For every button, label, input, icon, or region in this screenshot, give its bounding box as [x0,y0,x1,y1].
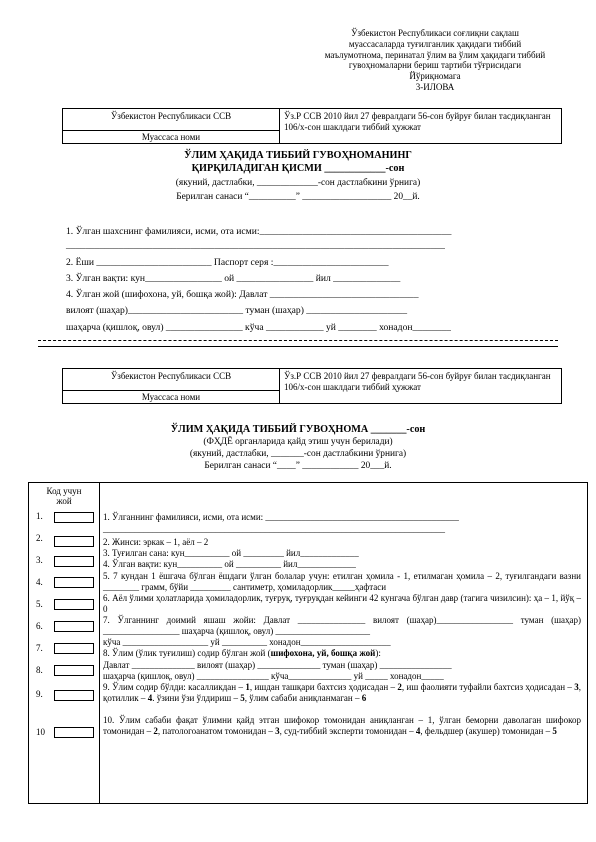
stub-field-death-place[interactable]: 4. Ўлган жой (шифохона, уй, бошқа жой): Давлат _______________________________ [66,289,419,300]
stub-field-region[interactable]: вилоят (шаҳар)________________________ туман (шаҳар) _____________________ [66,305,408,316]
annex-line: Йўриқномага [409,71,461,82]
code-label-1: 1. [36,511,43,521]
item10-code: 5 [552,725,557,736]
stub-field-village[interactable]: шаҳарча (қишлоқ, овул) ________________ кўча ____________ уй ________ хонадон________ [66,322,451,333]
code-label-10: 10 [36,727,45,737]
item-death-place-pre: 8. Ўлим (ўлик туғилиш) содир бўлган жой ( [103,648,271,658]
cert-note-type: (якуний, дастлабки, _______-сон дастлабкини ўрнига) [189,449,407,459]
code-box-5[interactable] [54,599,94,610]
item-death-circumstance [103,682,581,703]
item9-code: 6 [361,692,367,703]
item10-text: , суд-тиббий эксперти томонидан – [279,725,416,736]
item9-text: 9. Ўлим содир бўлди: касалликдан – [103,682,246,692]
stub-field-name[interactable]: 1. Ўлган шахснинг фамилияси, исми, ота исми:________________________________________ [66,226,452,237]
cert-title: ЎЛИМ ҲАҚИДА ТИББИЙ ГУВОҲНОМА _______-сон [170,424,426,435]
order-text: Ўз.Р ССВ 2010 йил 27 февралдаги 56-сон буйруғ билан тасдиқланган 106/х-сон шаклдаги тиббий ҳужжат [280,369,562,404]
cert-issued-date: Берилган санаси “____” ____________ 20___й. [204,461,392,471]
code-label-4: 4. [36,577,43,587]
item10-code: 4 [415,725,421,736]
ministry-label: Ўзбекистон Республикаси ССВ [63,109,279,131]
annex-line: Ўзбекистон Республикаси соғлиқни сақлаш [351,28,519,38]
item9-code: 2 [397,682,402,692]
item-name[interactable]: 1. Ўлганнинг фамилияси, исми, ота исми: ___________________________________________ [103,512,459,522]
item-birth-date[interactable]: 3. Туғилган сана: кун__________ ой _________ йил_____________ [103,548,359,558]
item9-text: . ўзини ўзи ўлдириш – [152,692,241,703]
separator-line [38,346,558,347]
cert-note-registry: (ФҲДЁ органларида қайд этиш учун берилади) [203,437,393,447]
item-death-place-region[interactable]: Давлат ______________ вилоят (шаҳар) ______________ туман (шаҳар) ________________ [103,660,452,670]
stub-field-age-passport[interactable]: 2. Ёши ________________________ Паспорт серя :________________________ [66,257,389,268]
item-name-cont[interactable]: ____________________________________________________________________________ [103,524,445,534]
code-box-1[interactable] [54,512,94,523]
order-text: Ўз.Р ССВ 2010 йил 27 февралдаги 56-сон буйруғ билан тасдиқланган 106/х-сон шаклдаги тиббий ҳужжат [280,109,562,144]
code-label-8: 8. [36,665,43,675]
item9-code: 5 [240,692,245,703]
stub-header-table [62,108,562,144]
code-box-10[interactable] [54,727,94,738]
code-box-8[interactable] [54,665,94,676]
item-sex: 2. Жинси: эркак – 1, аёл – 2 [103,537,209,547]
stub-issued-date: Берилган санаси “__________” ___________________ 20__й. [176,192,420,202]
institution-label: Муассаса номи [141,132,201,142]
code-column-header [28,486,100,506]
item-death-place [103,648,581,659]
cert-header-table [62,368,562,404]
code-label-6: 6. [36,621,43,631]
item10-text: 10. Ўлим сабаби фақат ўлимни қайд этган шифокор томонидан аниқланган – 1, ўлган беморни даволаган шифокор томонидан – [103,715,581,736]
stub-field-death-time[interactable]: 3. Ўлган вақти: кун________________ ой ________________ йил ______________ [66,273,401,284]
code-label-7: 7. [36,643,43,653]
code-label-9: 9. [36,689,43,699]
code-box-2[interactable] [54,536,94,547]
item10-code: 2 [153,725,158,736]
stub-title-line2: ҚИРҚИЛАДИГАН ҚИСМИ ____________-сон [191,163,405,174]
code-label-5: 5. [36,599,43,609]
annex-header [300,28,570,93]
item9-text: , қотиллик – [103,682,581,703]
annex-line: гувоҳномаларни бериш тартиби тўғрисидаги [348,60,522,71]
annex-line: маълумотнома, перинатал ўлим ва ўлим ҳақидаги тиббий [324,49,546,60]
item9-code: 3 [574,682,579,692]
item9-text: , иш фаолияти туфайли бахтсиз ҳодисадан – [401,682,575,692]
item10-text: , патологоанатом томонидан – [157,725,276,736]
annex-line: 3-ИЛОВА [415,81,455,92]
item9-text: , ўлим сабаби аниқланмаган – [244,692,362,703]
code-label-3: 3. [36,555,43,565]
item-cause-determined [103,715,581,736]
institution-cell [63,109,280,144]
item10-code: 3 [275,725,280,736]
institution-cell [63,369,280,404]
item10-text: , фельдшер (акушер) томонидан – [420,725,553,736]
item-residence[interactable]: 7. Ўлганнинг доимий яшаш жойи: Давлат _______________ вилоят (шаҳар)_________________ туман (шаҳар) _________________ шаҳарча (қишлоқ, овул) _____________________ [103,615,581,636]
ministry-label: Ўзбекистон Республикаси ССВ [63,369,279,391]
code-box-9[interactable] [54,690,94,701]
item9-code: 4 [147,692,153,703]
item-maternal: 6. Аёл ўлими ҳолатларида ҳомиладорлик, туғруқ, туғруқдан кейинги 42 кунгача бўлган давр (тагига чизилсин): ҳа – 1, йўқ – 0 [103,593,581,614]
cut-line [38,340,558,341]
item-death-place-post: ): [375,648,381,658]
code-box-4[interactable] [54,577,94,588]
item-infant-info[interactable]: 5. 7 кундан 1 ёшгача бўлган ёшдаги ўлган болалар учун: етилган ҳомила - 1, етилмаган ҳомила – 2, туғилгандаги вазни ________ грамм, бўйи _________ сантиметр, ҳомиладорлик_____ҳафтаси [103,571,581,592]
item-residence-street[interactable]: кўча ___________________ уй __________ хонадон____________________ [103,637,391,647]
code-header-line: жой [56,496,72,506]
item-death-time[interactable]: 4. Ўлган вақти: кун__________ ой __________ йил_____________ [103,559,356,569]
item-death-place-options: шифохона, уй, бошқа жой [270,648,376,658]
item9-code: 1 [245,682,250,692]
code-box-7[interactable] [54,643,94,654]
stub-title-line1: ЎЛИМ ҲАҚИДА ТИББИЙ ГУВОҲНОМАНИНГ [184,150,412,161]
item-death-place-street[interactable]: шаҳарча (қишлоқ, овул) ________________ кўча______________ уй _____ хонадон_____ [103,671,444,681]
code-box-6[interactable] [54,621,94,632]
stub-subtitle: (якуний, дастлабки, _____________-сон дастлабкини ўрнига) [175,178,421,188]
institution-label: Муассаса номи [141,392,201,402]
annex-line: муассасаларда туғилганлик ҳақидаги тиббий [348,38,522,49]
stub-field-name-cont[interactable]: _______________________________________________________________________________ [66,240,445,251]
code-header-line: Код учун [46,486,82,496]
code-label-2: 2. [36,533,43,543]
item9-text: , ишдан ташқари бахтсиз ҳодисадан – [249,682,398,692]
code-box-3[interactable] [54,556,94,567]
